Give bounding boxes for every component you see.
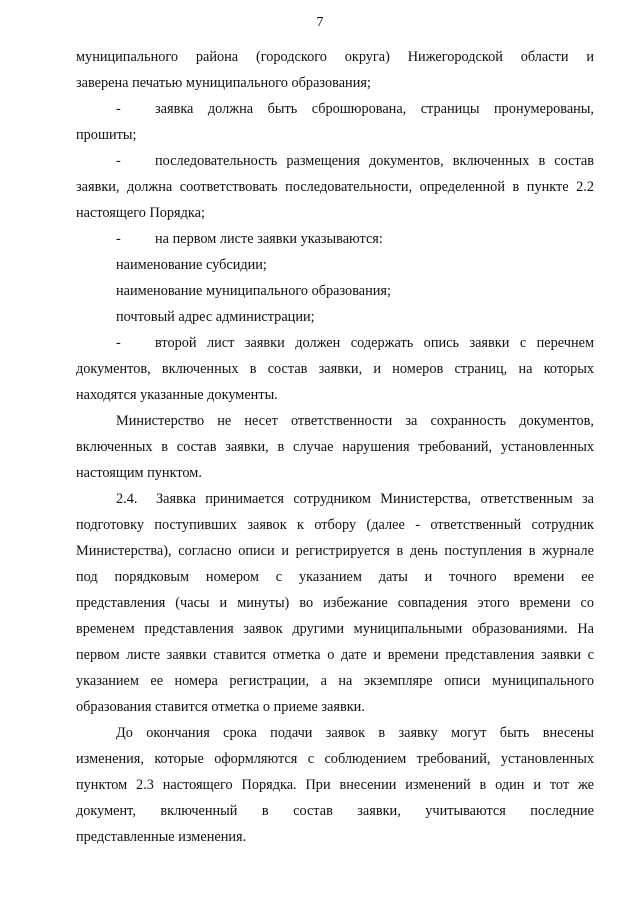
paragraph-line: заверена печатью муниципального образования; (76, 75, 371, 91)
paragraph-line: настоящим пунктом. (76, 465, 202, 481)
paragraph-line: представленные изменения. (76, 829, 247, 845)
paragraph-line: заявки, должна соответствовать последовательности, определенной в пункте 2.2 (76, 179, 594, 195)
paragraph-line: представления (часы и минуты) во избежание совпадения этого времени со (76, 595, 594, 611)
section-heading-line (76, 486, 594, 512)
paragraph-line: документов, включенных в состав заявки, и номеров страниц, на которых (76, 361, 594, 377)
paragraph-line: последовательность размещения документов, включенных в состав (155, 153, 594, 169)
list-item (76, 96, 594, 122)
list-dash: - (116, 231, 121, 247)
page-body (76, 44, 594, 850)
paragraph-line: Министерства), согласно описи и регистрируется в день поступления в журнале (76, 543, 594, 559)
page-number: 7 (316, 15, 324, 30)
list-dash: - (116, 101, 121, 117)
paragraph-line: указанием ее номера регистрации, а на экземпляре описи муниципального (76, 673, 594, 689)
list-dash: - (116, 153, 121, 169)
paragraph-line: До окончания срока подачи заявок в заявку могут быть внесены (116, 725, 594, 741)
list-item (76, 148, 594, 174)
paragraph-line: наименование субсидии; (116, 257, 267, 273)
paragraph-line: подготовку поступивших заявок к отбору (далее - ответственный сотрудник (76, 517, 594, 533)
paragraph-line: Заявка принимается сотрудником Министерства, ответственным за (156, 491, 594, 507)
paragraph-line: второй лист заявки должен содержать опись заявки с перечнем (155, 335, 594, 351)
list-item (76, 330, 594, 356)
paragraph-line: под порядковым номером с указанием даты и точного времени ее (76, 569, 594, 585)
paragraph-line: Министерство не несет ответственности за сохранность документов, (116, 413, 594, 429)
paragraph-line: наименование муниципального образования; (116, 283, 391, 299)
list-item (76, 226, 594, 252)
paragraph-line: на первом листе заявки указываются: (155, 231, 383, 247)
paragraph-line: находятся указанные документы. (76, 387, 278, 403)
paragraph-line: муниципального района (городского округа) Нижегородской области и (76, 49, 594, 65)
paragraph-line: настоящего Порядка; (76, 205, 205, 221)
paragraph-line: изменения, которые оформляются с соблюдением требований, установленных (76, 751, 594, 767)
paragraph-line: прошиты; (76, 127, 137, 143)
section-number: 2.4. (116, 491, 138, 507)
paragraph-line: почтовый адрес администрации; (116, 309, 315, 325)
paragraph-line: временем представления заявок другими муниципальными образованиями. На (76, 621, 594, 637)
paragraph-line: пунктом 2.3 настоящего Порядка. При внесении изменений в один и тот же (76, 777, 594, 793)
paragraph-line: включенных в состав заявки, в случае нарушения требований, установленных (76, 439, 594, 455)
paragraph-line: образования ставится отметка о приеме заявки. (76, 699, 365, 715)
paragraph-line: заявка должна быть сброшюрована, страницы пронумерованы, (155, 101, 594, 117)
paragraph-line: документ, включенный в состав заявки, учитываются последние (76, 803, 594, 819)
paragraph-line: первом листе заявки ставится отметка о дате и времени представления заявки с (76, 647, 594, 663)
list-dash: - (116, 335, 121, 351)
